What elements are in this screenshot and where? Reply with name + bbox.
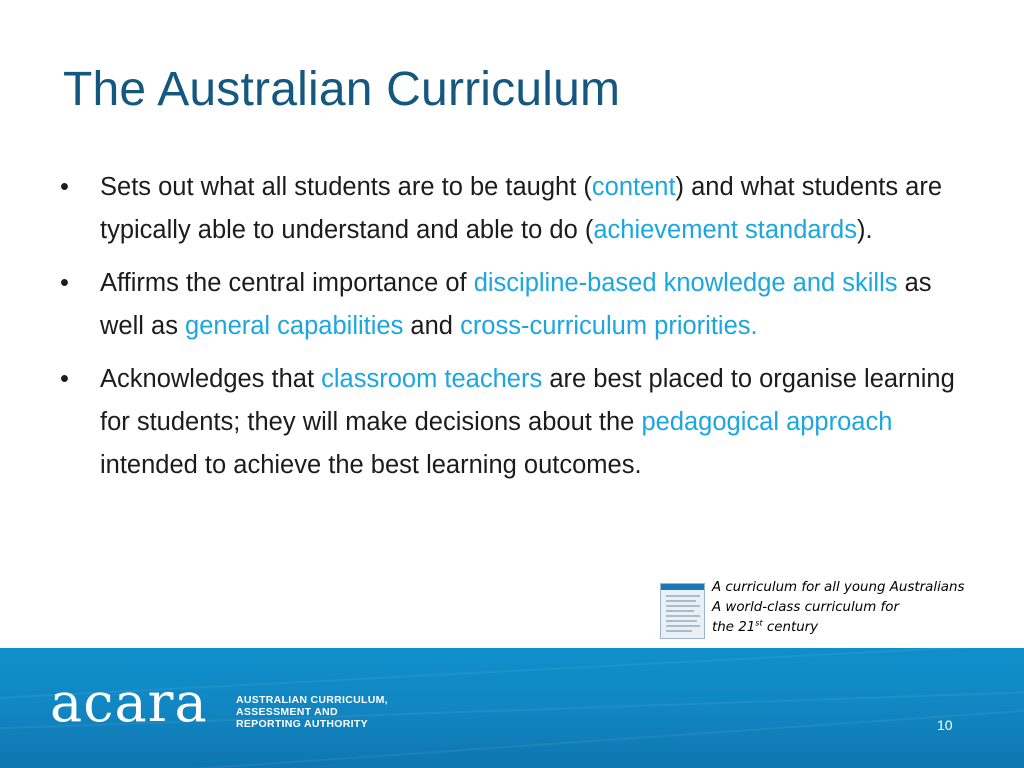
highlighted-term: classroom teachers: [321, 365, 543, 393]
bullet-dot: •: [60, 173, 69, 201]
bullet-text: intended to achieve the best learning outcomes.: [100, 451, 642, 479]
highlighted-term: discipline-based knowledge and skills: [473, 269, 898, 297]
bullet-text: are best placed to organise learning for students; they will make decisions about the: [100, 365, 955, 436]
bullet-text: ).: [856, 216, 873, 244]
acara-logo: acara: [50, 671, 208, 734]
curriculum-document-thumbnail: [660, 583, 705, 639]
bullet-item: [60, 262, 975, 348]
caption-line-2: A world-class curriculum for: [712, 600, 899, 615]
bullet-item: [60, 358, 975, 487]
page-number: 10: [937, 717, 953, 733]
bullet-item: [60, 166, 975, 252]
bullet-list: [60, 166, 975, 497]
bullet-text: Sets out what all students are to be taught (: [100, 173, 592, 201]
highlighted-term: general capabilities: [185, 312, 404, 340]
bullet-text: Acknowledges that: [100, 365, 322, 393]
highlighted-term: achievement standards: [593, 216, 857, 244]
bullet-text: and: [403, 312, 461, 340]
caption-line-3: the 21st century: [712, 618, 819, 635]
bullet-text: as well as: [100, 269, 932, 340]
organisation-name: AUSTRALIAN CURRICULUM, ASSESSMENT AND REPORTING AUTHORITY: [236, 694, 388, 730]
footer-banner: [0, 648, 1024, 768]
highlighted-term: content: [591, 173, 676, 201]
highlighted-term: cross-curriculum priorities.: [460, 312, 758, 340]
bullet-dot: •: [60, 269, 69, 297]
bullet-text: Affirms the central importance of: [100, 269, 474, 297]
bullet-dot: •: [60, 365, 69, 393]
caption-line-1: A curriculum for all young Australians: [712, 580, 965, 595]
highlighted-term: pedagogical approach: [641, 408, 893, 436]
slide-title: The Australian Curriculum: [63, 63, 621, 116]
bullet-text: ) and what students are typically able to understand and able to do (: [100, 173, 943, 244]
image-caption: [712, 578, 964, 638]
